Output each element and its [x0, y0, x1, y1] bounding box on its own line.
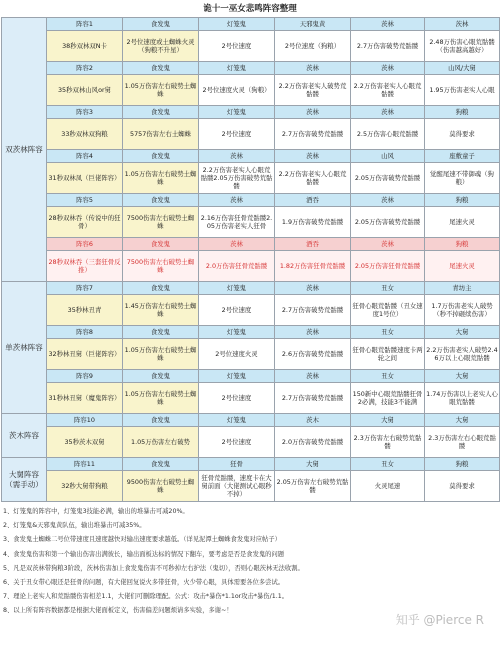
shikigami-name: 大舅: [425, 414, 500, 427]
lineup-detail-row: [2, 471, 500, 502]
requirement-cell: 150新中心眼荒骷髅狂骨2必满，技能3不能满: [351, 383, 425, 414]
lineup-header-row: [2, 194, 500, 207]
requirement-cell: 2号位速度: [199, 31, 275, 62]
requirement-cell: 2.3万伤害左右心眼荒骷髅: [425, 427, 500, 458]
shikigami-name: 灯笼鬼: [199, 18, 275, 31]
shikigami-name: 食发鬼: [123, 326, 199, 339]
requirement-cell: 7500伤害左右破势土蜘蛛: [123, 207, 199, 238]
shikigami-name: 食发鬼: [123, 458, 199, 471]
shikigami-name: 食发鬼: [123, 18, 199, 31]
requirement-cell: 1.05万伤害左右破势土蜘蛛: [123, 75, 199, 106]
requirement-cell: 2.0万伤害破势荒骷髅: [275, 427, 351, 458]
lineup-header-row: [2, 62, 500, 75]
requirement-cell: 1.74万伤害以上老实人心眼荒骷髅: [425, 383, 500, 414]
lineup-desc: 35秒茨木双舅: [47, 427, 123, 458]
shikigami-name: 茨林: [275, 106, 351, 119]
requirement-cell: 1.7万伤害老实人破势（秒不掉砸续伤害）: [425, 295, 500, 326]
lineup-desc: 28秒双林吞（传说中的狂骨）: [47, 207, 123, 238]
requirement-cell: 1.95万伤害老实人心眼: [425, 75, 500, 106]
shikigami-name: 狗粮: [425, 194, 500, 207]
requirement-cell: 2.2万伤害老实人破势荒骷髅: [275, 75, 351, 106]
shikigami-name: 食发鬼: [123, 282, 199, 295]
requirement-cell: 2.48万伤害心眼荒骷髅（伤害越高越好）: [425, 31, 500, 62]
shikigami-name: 茨林: [351, 238, 425, 251]
shikigami-name: 食发鬼: [123, 194, 199, 207]
shikigami-name: 食发鬼: [123, 414, 199, 427]
shikigami-name: 狗粮: [425, 106, 500, 119]
shikigami-name: 青坊主: [425, 282, 500, 295]
shikigami-name: 灯笼鬼: [199, 326, 275, 339]
requirement-cell: 狂骨心眼荒骷髅速度卡两轮之间: [351, 339, 425, 370]
shikigami-name: 大舅: [425, 326, 500, 339]
requirement-cell: 2.5万伤害心眼荒骷髅: [351, 119, 425, 150]
requirement-cell: 1.9万伤害破势荒骷髅: [275, 207, 351, 238]
lineup-detail-row: [2, 251, 500, 282]
shikigami-name: 茨林: [199, 194, 275, 207]
requirement-cell: 2.3万伤害左右破势荒骷髅: [351, 427, 425, 458]
note-line: 4、食发鬼伤害和第一个输出伤害出满彼长，输出面板达标的情况下翻车，要考虑是否是食发鬼的问题: [3, 550, 285, 558]
requirement-cell: 2号位速度: [199, 295, 275, 326]
lineup-header-row: [2, 458, 500, 471]
shikigami-name: 灯笼鬼: [199, 106, 275, 119]
shikigami-name: 山风: [351, 150, 425, 163]
group-name: 茨木阵容: [2, 414, 47, 458]
lineup-desc: 28秒双林吞（三套狂骨反推）: [47, 251, 123, 282]
watermark: 知乎 @Pierce R: [395, 613, 484, 627]
requirement-cell: 7500伤害左右破势土蜘蛛: [123, 251, 199, 282]
shikigami-name: 丑女: [351, 282, 425, 295]
note-line: 5、凡是双茨林带狗粮3阶段，茨林伤害加上食发鬼伤害不可秒掉左右护法（鬼切），否则心眼茨林无法收割。: [3, 564, 304, 572]
lineup-number: 阵容8: [47, 326, 123, 339]
shikigami-name: 酒吞: [275, 238, 351, 251]
requirement-cell: 2.05万伤害破势荒骷髅: [351, 207, 425, 238]
shikigami-name: 食发鬼: [123, 62, 199, 75]
requirement-cell: 2.6万伤害破势荒骷髅: [275, 339, 351, 370]
shikigami-name: 狗粮: [425, 238, 500, 251]
lineup-detail-row: [2, 295, 500, 326]
requirement-cell: 尾速火灵: [425, 207, 500, 238]
shikigami-name: 茨林: [351, 62, 425, 75]
lineup-number: 阵容10: [47, 414, 123, 427]
shikigami-name: 食发鬼: [123, 106, 199, 119]
shikigami-name: 食发鬼: [123, 238, 199, 251]
lineup-number: 阵容7: [47, 282, 123, 295]
lineup-detail-row: [2, 163, 500, 194]
lineup-detail-row: [2, 119, 500, 150]
requirement-cell: 1.82万伤害狂骨荒骷髅: [275, 251, 351, 282]
group-name: 单茨林阵容: [2, 282, 47, 414]
shikigami-name: 茨林: [351, 194, 425, 207]
lineup-header-row: [2, 414, 500, 427]
requirement-cell: 2.16万伤害狂骨荒骷髅2.05万伤害老实人狂骨: [199, 207, 275, 238]
lineup-desc: 38秒双林双N卡: [47, 31, 123, 62]
shikigami-name: 茨林: [275, 370, 351, 383]
requirement-cell: 2号位速度或土蜘蛛火灵（狗粮不升星）: [123, 31, 199, 62]
lineup-detail-row: [2, 207, 500, 238]
lineup-detail-row: [2, 383, 500, 414]
requirement-cell: 2.7万伤害破势荒骷髅: [275, 295, 351, 326]
lineup-desc: 31秒双林凤（巨佬阵容）: [47, 163, 123, 194]
shikigami-name: 丑女: [351, 326, 425, 339]
shikigami-name: 茨木: [275, 414, 351, 427]
shikigami-name: 灯笼鬼: [199, 282, 275, 295]
group-name: 大舅阵容（需手动）: [2, 458, 47, 502]
shikigami-name: 丑女: [351, 370, 425, 383]
requirement-cell: 2号位速度火灵: [199, 339, 275, 370]
requirement-cell: 2.7万伤害破势荒骷髅: [275, 119, 351, 150]
shikigami-name: 狂骨: [199, 458, 275, 471]
shikigami-name: 茨林: [351, 106, 425, 119]
lineup-header-row: [2, 150, 500, 163]
requirement-cell: 莫得要求: [425, 471, 500, 502]
note-line: 2、灯笼鬼&天邪鬼黄队伍，输出堆暴击可减35%。: [3, 522, 146, 530]
note-line: 3、食发鬼土蜘蛛二号位带速度且速度越快对输出速度要求越低。（详见泥潭土蜘蛛食发鬼对应帖子）: [3, 536, 281, 544]
requirement-cell: 2.0万伤害狂骨荒骷髅: [199, 251, 275, 282]
shikigami-name: 茨林: [275, 150, 351, 163]
lineup-header-row: [2, 106, 500, 119]
lineup-number: 阵容5: [47, 194, 123, 207]
lineup-header-row: [2, 326, 500, 339]
lineup-number: 阵容6: [47, 238, 123, 251]
shikigami-name: 灯笼鬼: [199, 370, 275, 383]
lineup-desc: 32秒大舅带狗粮: [47, 471, 123, 502]
shikigami-name: 丑女: [351, 458, 425, 471]
lineup-number: 阵容4: [47, 150, 123, 163]
shikigami-name: 大舅: [425, 370, 500, 383]
shikigami-name: 茨林: [351, 18, 425, 31]
shikigami-name: 茨林: [199, 150, 275, 163]
requirement-cell: 2.7万伤害破势荒骷髅: [351, 31, 425, 62]
requirement-cell: 1.45万伤害左右破势土蜘蛛: [123, 295, 199, 326]
requirement-cell: 2.7万伤害破势荒骷髅: [275, 383, 351, 414]
lineup-number: 阵容1: [47, 18, 123, 31]
shikigami-name: 山风/大舅: [425, 62, 500, 75]
lineup-desc: 35秒双林山风or舅: [47, 75, 123, 106]
notes-list: [1, 505, 499, 619]
requirement-cell: 9500伤害左右破势土蜘蛛: [123, 471, 199, 502]
shikigami-name: 座敷童子: [425, 150, 500, 163]
requirement-cell: 1.05万伤害左右破势土蜘蛛: [123, 163, 199, 194]
requirement-cell: 莫得要求: [425, 119, 500, 150]
requirement-cell: 2号位速度: [199, 427, 275, 458]
note-line: 1、灯笼鬼的阵容中，灯笼鬼3技能必满，输出的堆暴击可减20%。: [3, 508, 189, 515]
shikigami-name: 茨林: [275, 282, 351, 295]
requirement-cell: 1.05万伤害左右破势土蜘蛛: [123, 383, 199, 414]
lineup-number: 阵容2: [47, 62, 123, 75]
lineup-number: 阵容11: [47, 458, 123, 471]
shikigami-name: 狗粮: [425, 458, 500, 471]
lineup-table: [1, 17, 500, 502]
shikigami-name: 天邪鬼黄: [275, 18, 351, 31]
requirement-cell: 火灵尾速: [351, 471, 425, 502]
lineup-number: 阵容9: [47, 370, 123, 383]
page-title: 诡十一巫女悲鸣阵容整理: [203, 4, 297, 14]
group-name: 双茨林阵容: [2, 18, 47, 282]
lineup-detail-row: [2, 339, 500, 370]
lineup-header-row: [2, 238, 500, 251]
requirement-cell: 2.2万伤害老实人心眼荒骷髅: [351, 75, 425, 106]
requirement-cell: 2.2万伤害老实人心眼荒骷髅: [275, 163, 351, 194]
requirement-cell: 2.2万伤害老实人破势2.46万以上心眼荒骷髅: [425, 339, 500, 370]
requirement-cell: 狂骨心眼荒骷髅（丑女速度1号位）: [351, 295, 425, 326]
shikigami-name: 茨林: [199, 238, 275, 251]
shikigami-name: 茨林: [275, 326, 351, 339]
lineup-detail-row: [2, 31, 500, 62]
requirement-cell: 2号位速度: [199, 383, 275, 414]
requirement-cell: 2.2万伤害老实人心眼荒骷髅2.05万伤害破势荒骷髅: [199, 163, 275, 194]
requirement-cell: 尾速火灵: [425, 251, 500, 282]
shikigami-name: 食发鬼: [123, 370, 199, 383]
shikigami-name: 茨林: [275, 62, 351, 75]
requirement-cell: 2号位速度火灵（狗粮）: [199, 75, 275, 106]
requirement-cell: 1.05万伤害左右破势土蜘蛛: [123, 339, 199, 370]
requirement-cell: 2号位速度（狗粮）: [275, 31, 351, 62]
requirement-cell: 1.05万伤害左右破势: [123, 427, 199, 458]
note-line: 7、理论上老实人和荒骷髅伤害相差1.1，大佬们可删除理配。公式：攻击*暴伤*1.1or攻击*暴伤/1.1。: [3, 593, 289, 601]
lineup-detail-row: [2, 427, 500, 458]
note-line: 8、以上所有阵容数据都是根据大佬面板定义，伤害偏差问题烦请多实验，多谢~！: [3, 607, 233, 615]
note-line: 6、关于丑女带心眼还是狂骨的问题，有大佬回复说火多带狂骨，火少带心眼，具体需要各位多尝试。: [3, 579, 285, 587]
lineup-desc: 33秒双林双狗粮: [47, 119, 123, 150]
lineup-desc: 32秒林丑舅（巨佬阵容）: [47, 339, 123, 370]
shikigami-name: 茨林: [425, 18, 500, 31]
requirement-cell: 2.05万伤害左右破势荒骷髅: [275, 471, 351, 502]
shikigami-name: 大舅: [351, 414, 425, 427]
requirement-cell: 2.05万伤害破势荒骷髅: [351, 163, 425, 194]
requirement-cell: 2.05万伤害狂骨荒骷髅: [351, 251, 425, 282]
lineup-number: 阵容3: [47, 106, 123, 119]
lineup-desc: 31秒林丑舅（魔鬼阵容）: [47, 383, 123, 414]
lineup-header-row: [2, 370, 500, 383]
shikigami-name: 灯笼鬼: [199, 414, 275, 427]
shikigami-name: 食发鬼: [123, 150, 199, 163]
requirement-cell: 5757伤害左右土蜘蛛: [123, 119, 199, 150]
shikigami-name: 大舅: [275, 458, 351, 471]
shikigami-name: 酒吞: [275, 194, 351, 207]
lineup-header-row: [2, 282, 500, 295]
shikigami-name: 灯笼鬼: [199, 62, 275, 75]
requirement-cell: 觉醒尾速不带御魂（狗粮）: [425, 163, 500, 194]
requirement-cell: 2号位速度: [199, 119, 275, 150]
requirement-cell: 狂骨荒骷髅，速度卡在大舅前面（大佬测试心眼秒不掉）: [199, 471, 275, 502]
lineup-detail-row: [2, 75, 500, 106]
lineup-desc: 35秒林丑青: [47, 295, 123, 326]
lineup-header-row: [2, 18, 500, 31]
